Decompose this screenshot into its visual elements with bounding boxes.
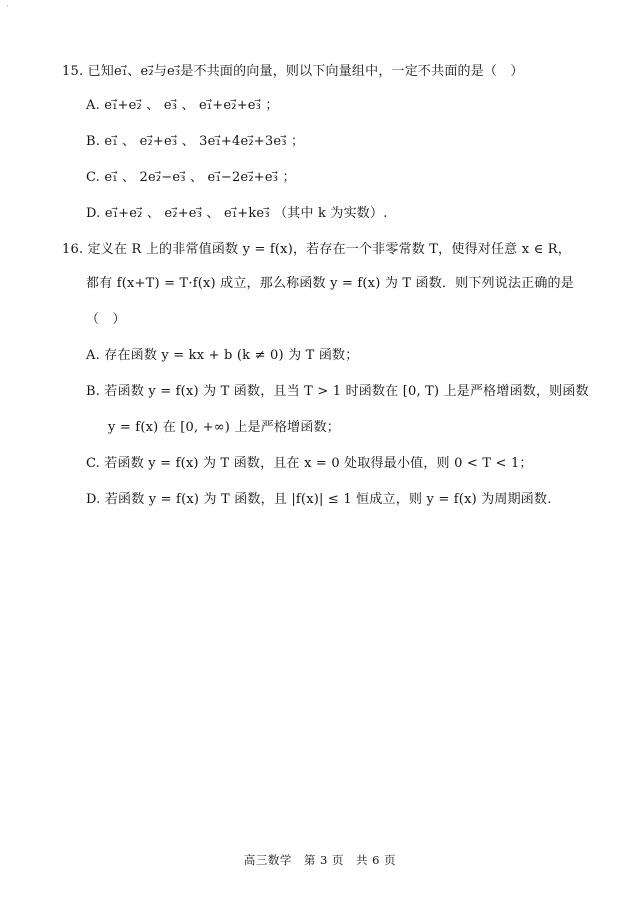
q16-option-c: C. 若函数 y = f(x) 为 T 函数，且在 x = 0 处取得最小值，则 0 < T < 1；: [86, 456, 533, 471]
q15-option-c: C. e₁⃗ 、 2e₂⃗−e₃⃗ 、 e₁⃗−2e₂⃗+e₃⃗ ；: [86, 170, 296, 185]
q16-stem-line-3: （ ）: [86, 312, 126, 327]
q15-option-a: A. e₁⃗+e₂⃗ 、 e₃⃗ 、 e₁⃗+e₂⃗+e₃⃗ ；: [86, 98, 279, 113]
q16-option-b-line-2: y = f(x) 在 [0, +∞) 上是严格增函数；: [108, 420, 340, 435]
q16-option-d: D. 若函数 y = f(x) 为 T 函数，且 |f(x)| ≤ 1 恒成立，则 y = f(x) 为周期函数.: [86, 492, 552, 507]
q15-stem: 15. 已知e₁⃗、e₂⃗与e₃⃗是不共面的向量，则以下向量组中，一定不共面的是（ ）: [62, 64, 524, 79]
page-footer: 高三数学 第 3 页 共 6 页: [243, 853, 397, 867]
q15-option-d: D. e₁⃗+e₂⃗ 、 e₂⃗+e₃⃗ 、 e₁⃗+ke₃⃗ （其中 k 为实数）.: [86, 206, 388, 221]
q15-option-b: B. e₁⃗ 、 e₂⃗+e₃⃗ 、 3e₁⃗+4e₂⃗+3e₃⃗ ；: [86, 134, 305, 149]
q16-option-b-line-1: B. 若函数 y = f(x) 为 T 函数，且当 T > 1 时函数在 [0, T) 上是严格增函数，则函数: [86, 384, 589, 399]
corner-mark: ·: [6, 2, 9, 12]
q16-stem-line-1: 16. 定义在 R 上的非常值函数 y = f(x)，若存在一个非零常数 T，使得对任意 x ∈ R，: [62, 242, 571, 257]
q16-stem-line-2: 都有 f(x+T) = T·f(x) 成立，那么称函数 y = f(x) 为 T 函数．则下列说法正确的是: [86, 276, 574, 291]
q16-option-a: A. 存在函数 y = kx + b (k ≠ 0) 为 T 函数；: [86, 348, 359, 363]
